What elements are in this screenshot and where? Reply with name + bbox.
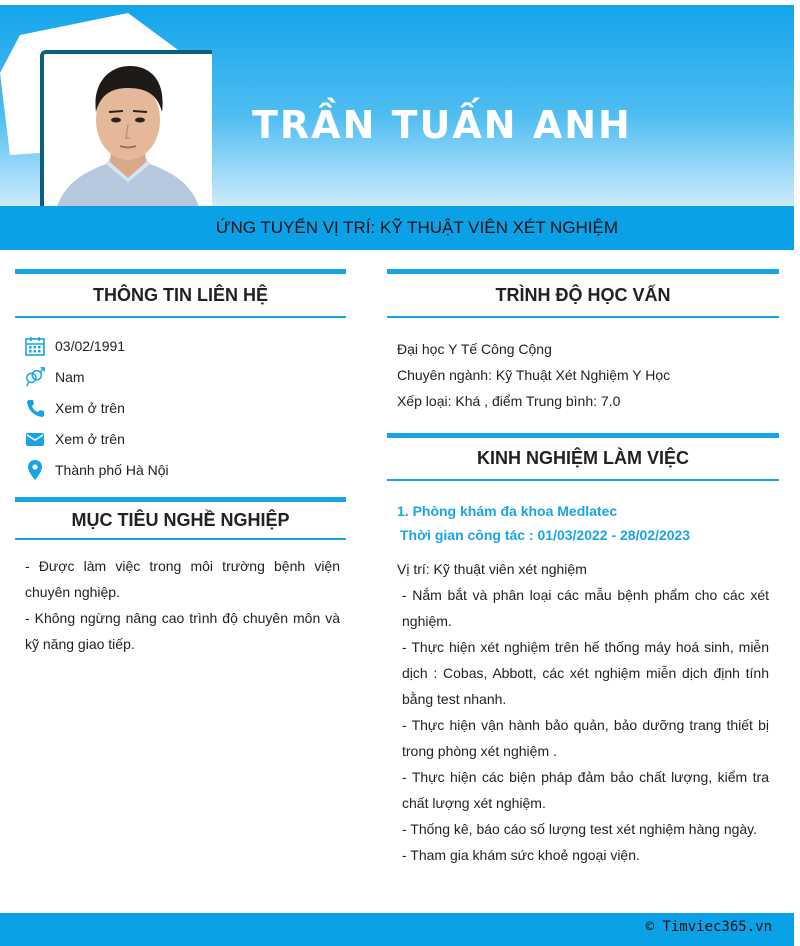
location-icon <box>24 459 46 481</box>
duty-item: - Thực hiện các biện pháp đảm bảo chất lượng, kiểm tra chất lượng xét nghiệm. <box>402 769 769 811</box>
phone-value: Xem ở trên <box>55 400 125 416</box>
experience-role <box>397 556 772 582</box>
gender-value: Nam <box>55 369 85 385</box>
contact-gender <box>24 364 85 390</box>
education-details <box>397 336 772 414</box>
calendar-icon <box>24 335 46 357</box>
objective-line: - Được làm việc trong môi trường bệnh viện chuyên nghiệp. <box>25 558 340 600</box>
education-title-text: TRÌNH ĐỘ HỌC VẤN <box>495 284 671 305</box>
contact-phone <box>24 395 125 421</box>
experience-role-text: Vị trí: Kỹ thuật viên xét nghiệm <box>397 561 587 577</box>
experience-section-title <box>387 433 779 481</box>
duty-item: - Thực hiện vận hành bảo quản, bảo dưỡng trang thiết bị trong phòng xét nghiệm . <box>402 717 769 759</box>
objective-text <box>25 553 340 657</box>
duty-item: - Thống kê, báo cáo số lượng test xét nghiệm hàng ngày. <box>402 821 758 837</box>
duty-item: - Nắm bắt và phân loại các mẫu bệnh phẩm cho các xét nghiệm. <box>402 587 769 629</box>
experience-company: 1. Phòng khám đa khoa Medlatec <box>397 503 618 519</box>
contact-email <box>24 426 125 452</box>
education-school: Đại học Y Tế Công Cộng <box>397 341 552 357</box>
contact-section-title <box>15 269 346 318</box>
objective-line: - Không ngừng nâng cao trình độ chuyên môn và kỹ năng giao tiếp. <box>25 610 340 652</box>
objective-section-title <box>15 497 346 540</box>
education-major: Chuyên ngành: Kỹ Thuật Xét Nghiệm Y Học <box>397 367 671 383</box>
contact-address <box>24 457 169 483</box>
objective-title-text: MỤC TIÊU NGHỀ NGHIỆP <box>71 509 290 530</box>
birthdate-value: 03/02/1991 <box>55 338 126 354</box>
experience-title-text: KINH NGHIỆM LÀM VIỆC <box>476 448 689 468</box>
education-grade: Xếp loại: Khá , điểm Trung bình: 7.0 <box>397 393 621 409</box>
footer-copyright: © Timviec365.vn <box>645 919 772 935</box>
phone-icon <box>24 397 46 419</box>
gender-icon <box>24 366 46 388</box>
duty-item: - Tham gia khám sức khoẻ ngoại viện. <box>402 847 640 863</box>
address-value: Thành phố Hà Nội <box>55 462 169 478</box>
experience-duties <box>402 582 769 868</box>
experience-period: Thời gian công tác : 01/03/2022 - 28/02/2023 <box>400 527 691 543</box>
applied-position <box>0 206 794 250</box>
footer-bar <box>0 913 794 946</box>
contact-birthdate <box>24 333 125 359</box>
candidate-name: TRẦN TUẤN ANH <box>252 103 632 147</box>
contact-title-text: THÔNG TIN LIÊN HỆ <box>93 284 268 305</box>
applied-position-text: ỨNG TUYỂN VỊ TRÍ: KỸ THUẬT VIÊN XÉT NGHIỆM <box>215 218 619 237</box>
profile-photo <box>40 50 212 220</box>
email-icon <box>24 428 46 450</box>
education-section-title <box>387 269 779 318</box>
duty-item: - Thực hiện xét nghiệm trên hế thống máy hoá sinh, miễn dịch : Cobas, Abbott, các xét nghiệm miễn dịch định tính bằng test nhanh. <box>402 639 769 707</box>
email-value: Xem ở trên <box>55 431 125 447</box>
